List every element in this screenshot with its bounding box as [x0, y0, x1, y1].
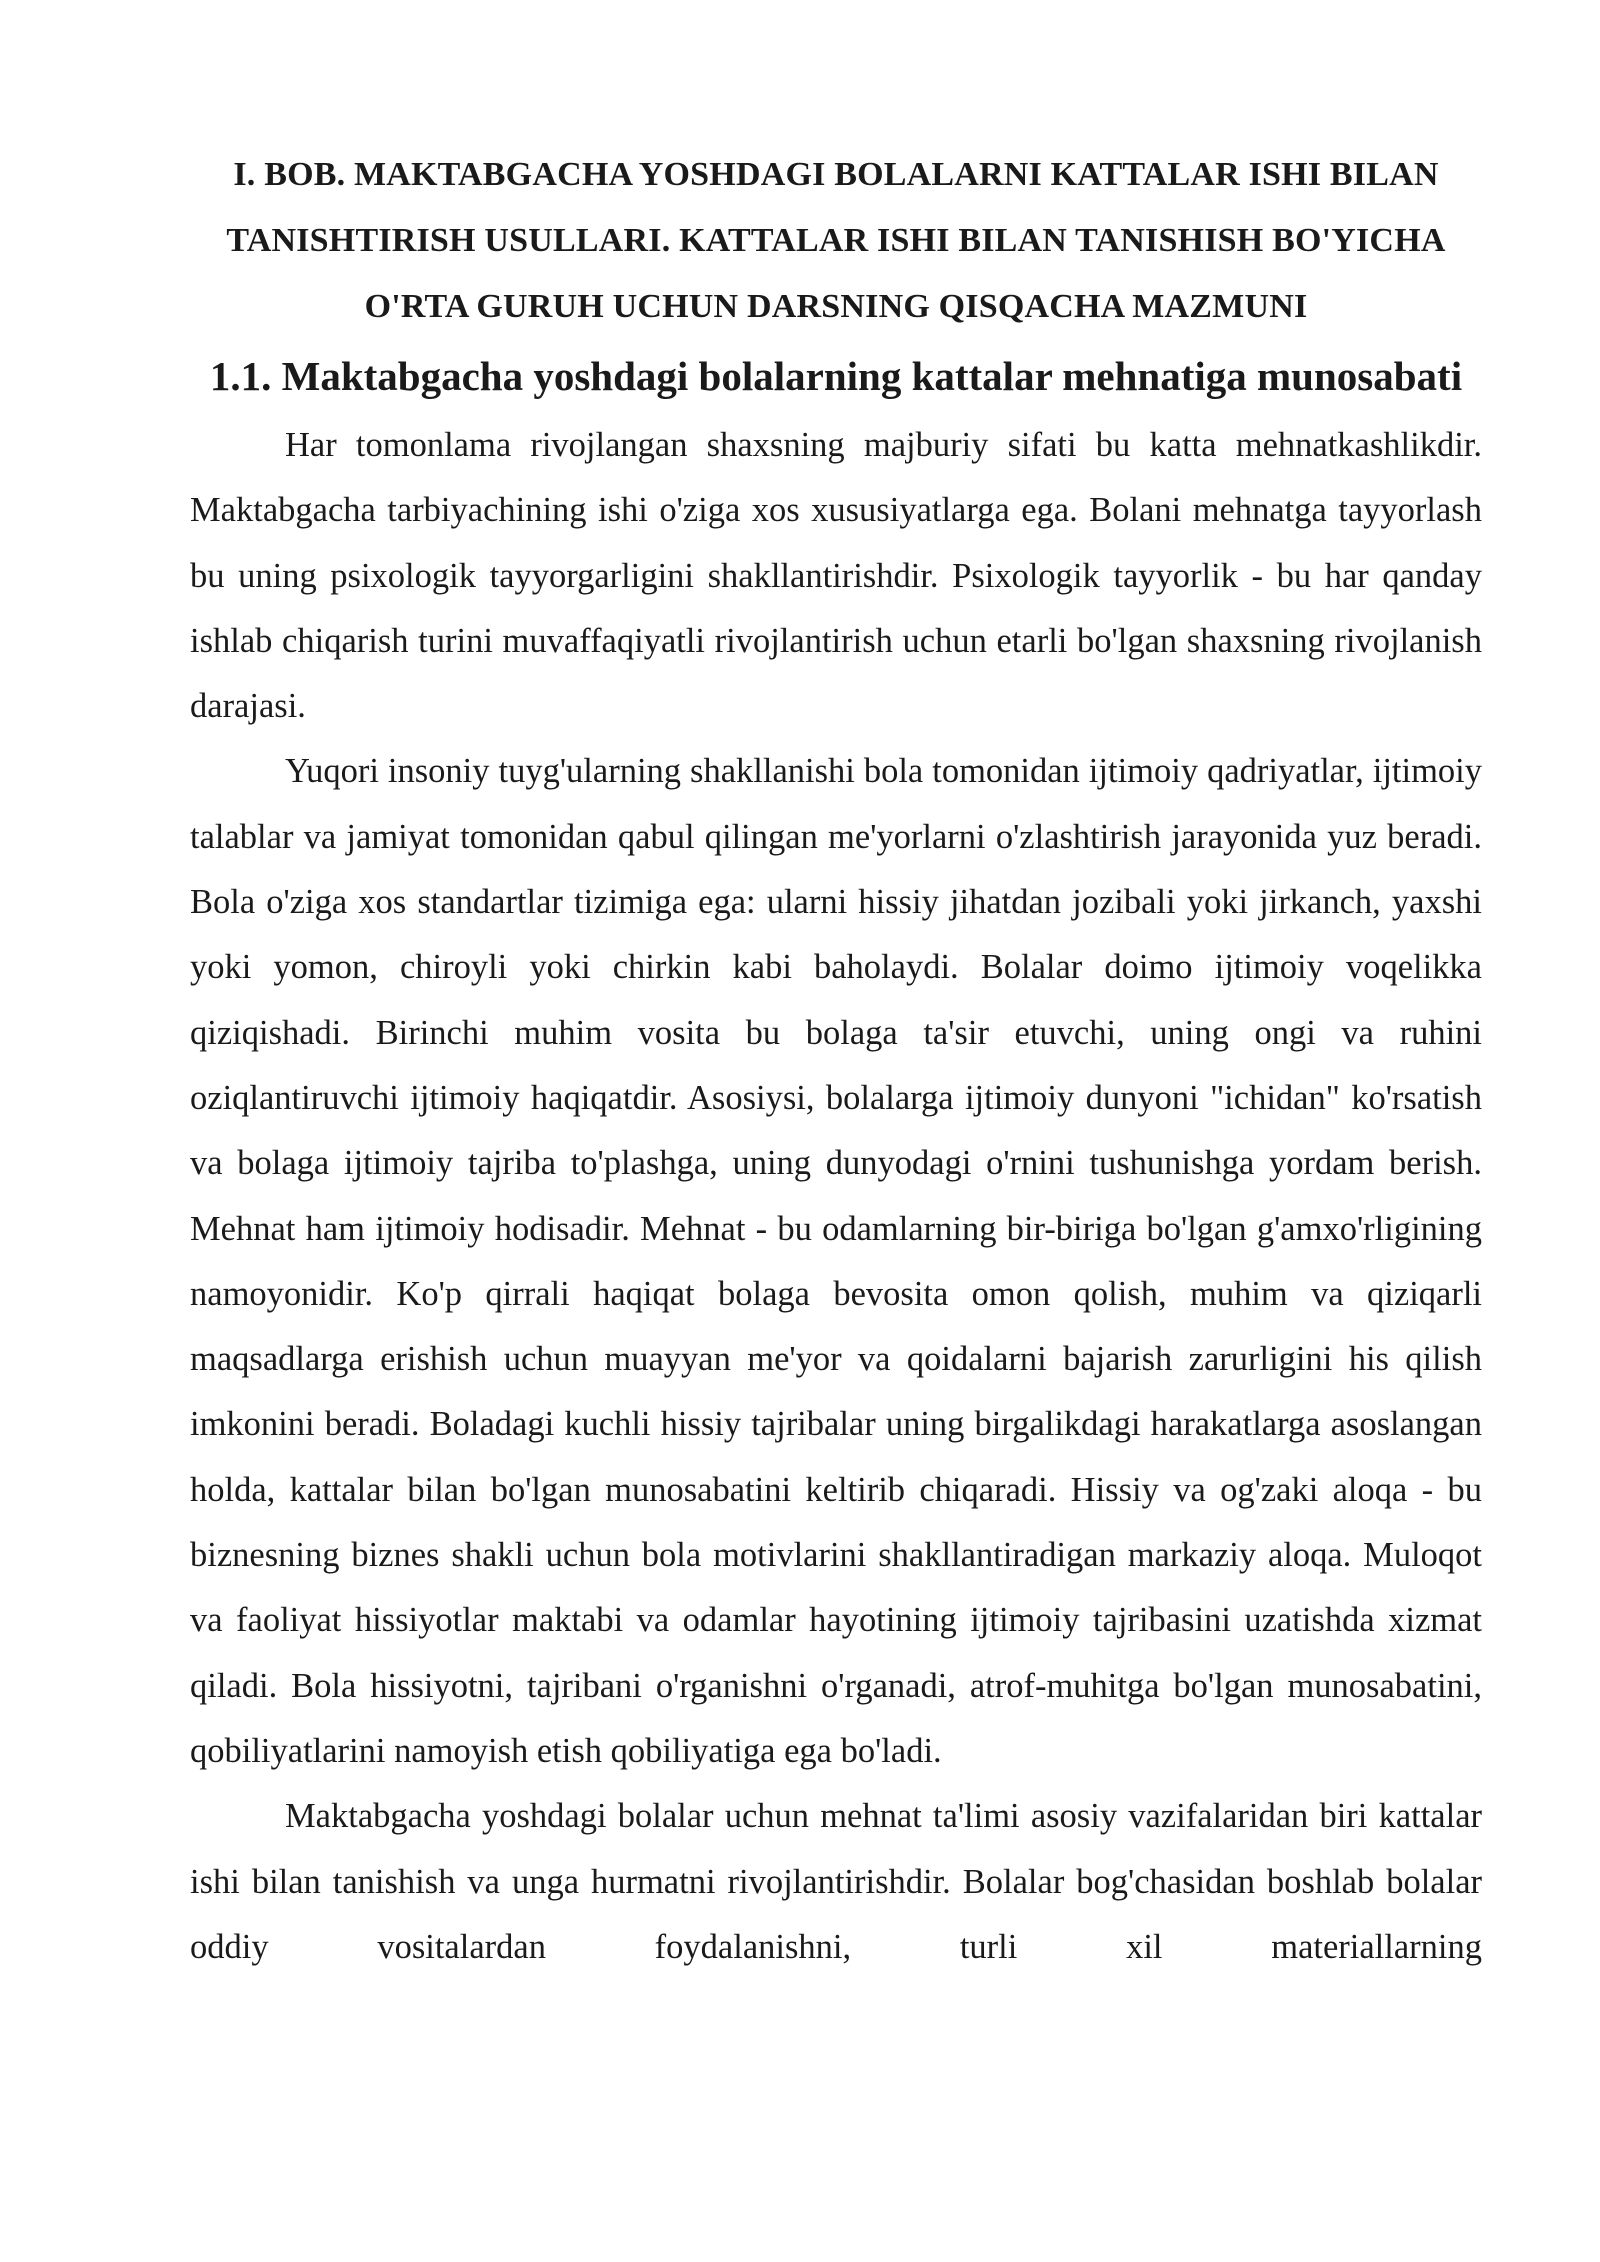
chapter-title: I. BOB. MAKTABGACHA YOSHDAGI BOLALARNI KATTALAR ISHI BILAN TANISHTIRISH USULLARI. KATTALAR ISHI BILAN TANISHISH BO'YICHA O'RTA GURUH UCHUN DARSNING QISQACHA MAZMUNI [226, 156, 1446, 325]
document-page [190, 142, 1482, 1980]
paragraph-2: Yuqori insoniy tuyg'ularning shakllanishi bola tomonidan ijtimoiy qadriyatlar, ijtimoiy talablar va jamiyat tomonidan qabul qilingan me'yorlarni o'zlashtirish jarayonida yuz beradi. Bola o'ziga xos standartlar tizimiga ega: ularni hissiy jihatdan jozibali yoki jirkanch, yaxshi yoki yomon, chiroyli yoki chirkin kabi baholaydi. Bolalar doimo ijtimoiy voqelikka qiziqishadi. Birinchi muhim vosita bu bolaga ta'sir etuvchi, uning ongi va ruhini oziqlantiruvchi ijtimoiy haqiqatdir. Asosiysi, bolalarga ijtimoiy dunyoni "ichidan" ko'rsatish va bolaga ijtimoiy tajriba to'plashga, uning dunyodagi o'rnini tushunishga yordam berish. Mehnat ham ijtimoiy hodisadir. Mehnat - bu odamlarning bir-biriga bo'lgan g'amxo'rligining namoyonidir. Ko'p qirrali haqiqat bolaga bevosita omon qolish, muhim va qiziqarli maqsadlarga erishish uchun muayyan me'yor va qoidalarni bajarish zarurligini his qilish imkonini beradi. Boladagi kuchli hissiy tajribalar uning birgalikdagi harakatlarga asoslangan holda, kattalar bilan bo'lgan munosabatini keltirib chiqaradi. Hissiy va og'zaki aloqa - bu biznesning biznes shakli uchun bola motivlarini shakllantiradigan markaziy aloqa. Muloqot va faoliyat hissiyotlar maktabi va odamlar hayotining ijtimoiy tajribasini uzatishda xizmat qiladi. Bola hissiyotni, tajribani o'rganishni o'rganadi, atrof-muhitga bo'lgan munosabatini, qobiliyatlarini namoyish etish qobiliyatiga ega bo'ladi. [190, 752, 1482, 1770]
section-title: 1.1. Maktabgacha yoshdagi bolalarning kattalar mehnatiga munosabati [209, 353, 1463, 399]
paragraph-1: Har tomonlama rivojlangan shaxsning majburiy sifati bu katta mehnatkashlikdir. Maktabgacha tarbiyachining ishi o'ziga xos xususiyatlarga ega. Bolani mehnatga tayyorlash bu uning psixologik tayyorgarligini shakllantirishdir. Psixologik tayyorlik - bu har qanday ishlab chiqarish turini muvaffaqiyatli rivojlantirish uchun etarli bo'lgan shaxsning rivojlanish darajasi. [190, 426, 1482, 726]
paragraph-3: Maktabgacha yoshdagi bolalar uchun mehnat ta'limi asosiy vazifalaridan biri kattalar ishi bilan tanishish va unga hurmatni rivojlantirishdir. Bolalar bog'chasidan boshlab bolalar oddiy vositalardan foydalanishni, turli xil materiallarning [190, 1797, 1482, 1966]
